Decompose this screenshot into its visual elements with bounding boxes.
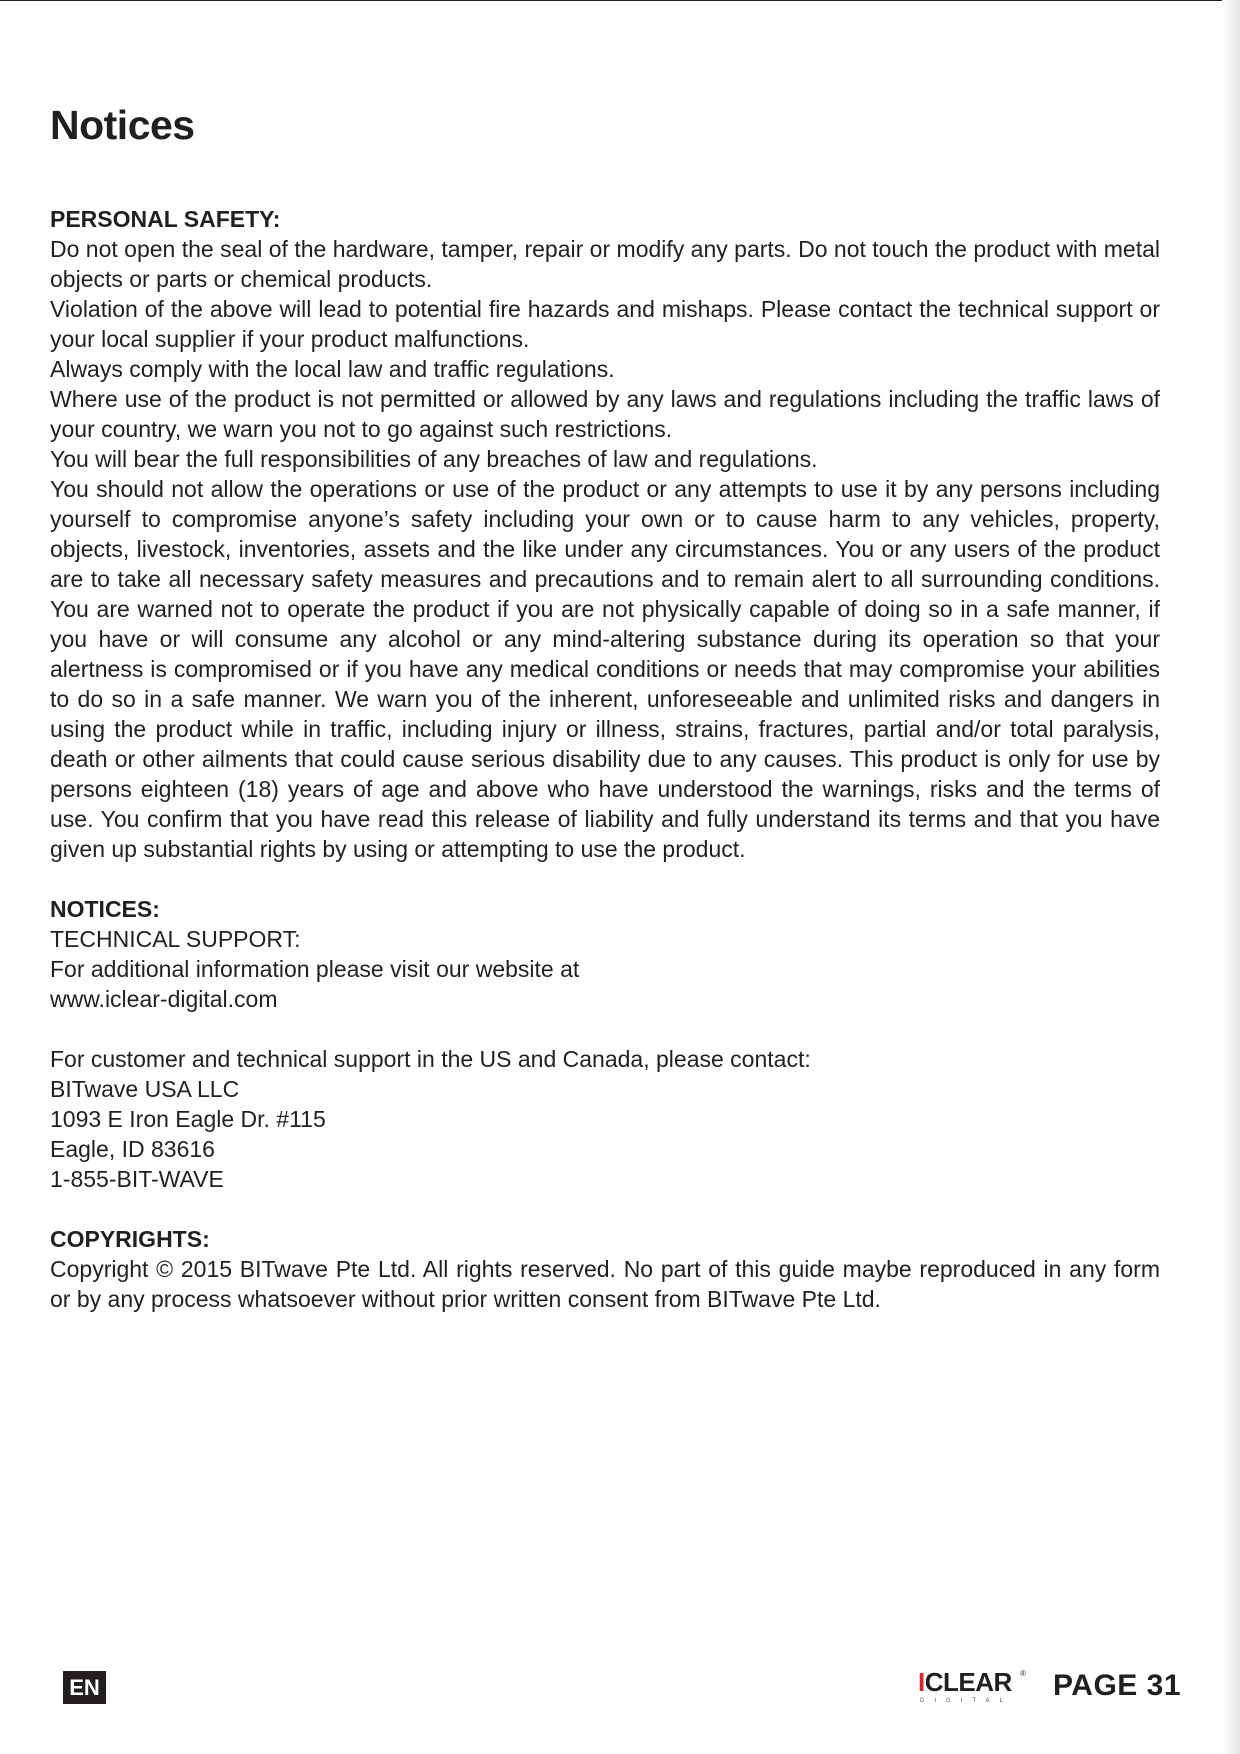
section-spacer xyxy=(50,1194,1160,1224)
copyright-text: Copyright © 2015 BITwave Pte Ltd. All rights reserved. No part of this guide maybe reproduced in any form or by any process whatsoever without prior written consent from BITwave Pte Ltd. xyxy=(50,1256,1160,1312)
language-badge: EN xyxy=(63,1671,106,1704)
personal-safety-heading: PERSONAL SAFETY: xyxy=(50,206,281,232)
personal-safety-section xyxy=(50,204,1160,864)
copyrights-heading: COPYRIGHTS: xyxy=(50,1226,210,1252)
safety-paragraph-5: You will bear the full responsibilities of any breaches of law and regulations. xyxy=(50,446,818,472)
top-border-line xyxy=(0,0,1240,1)
notices-section xyxy=(50,894,1160,1194)
logo-wordmark xyxy=(918,1667,1012,1698)
safety-paragraph-3: Always comply with the local law and traffic regulations. xyxy=(50,356,615,382)
page-title: Notices xyxy=(50,102,195,148)
contact-intro: For customer and technical support in the US and Canada, please contact: xyxy=(50,1046,811,1072)
safety-paragraph-4: Where use of the product is not permitted or allowed by any laws and regulations including the traffic laws of your country, we warn you not to go against such restrictions. xyxy=(50,386,1160,442)
page-number-value: 31 xyxy=(1146,1669,1182,1702)
safety-paragraph-6: You should not allow the operations or use of the product or any attempts to use it by any persons including yourself to compromise anyone’s safety including your own or to cause harm to any vehicles, property, objects, livestock, inventories, assets and the like under any circumstances. You or any users of the product are to take all necessary safety measures and precautions and to remain alert to all surrounding conditions. You are warned not to operate the product if you are not physically capable of doing so in a safe manner, if you have or will consume any alcohol or any mind-altering substance during its operation so that your alertness is compromised or if you have any medical conditions or needs that may compromise your abilities to do so in a safe manner. We warn you of the inherent, unforeseeable and unlimited risks and dangers in using the product while in traffic, including injury or illness, strains, fractures, partial and/or total paralysis, death or other ailments that could cause serious disability due to any causes. This product is only for use by persons eighteen (18) years of age and above who have understood the warnings, risks and the terms of use. You confirm that you have read this release of liability and fully understand its terms and that you have given up substantial rights by using or attempting to use the product. xyxy=(50,476,1160,862)
logo-subtitle: DIGITAL xyxy=(920,1698,1013,1704)
document-body xyxy=(50,204,1160,1314)
page-number xyxy=(1053,1669,1181,1703)
website-link[interactable]: www.iclear-digital.com xyxy=(50,986,278,1012)
section-spacer xyxy=(50,1014,1160,1044)
safety-paragraph-2: Violation of the above will lead to potential fire hazards and mishaps. Please contact the technical support or your local supplier if your product malfunctions. xyxy=(50,296,1160,352)
section-spacer xyxy=(50,864,1160,894)
logo-word: CLEAR xyxy=(924,1667,1012,1697)
registered-mark: ® xyxy=(1020,1669,1026,1678)
info-text: For additional information please visit our website at xyxy=(50,956,580,982)
company-name: BITwave USA LLC xyxy=(50,1076,240,1102)
safety-paragraph-1: Do not open the seal of the hardware, tamper, repair or modify any parts. Do not touch the product with metal objects or parts or chemical products. xyxy=(50,236,1160,292)
phone-number: 1-855-BIT-WAVE xyxy=(50,1166,224,1192)
page-edge-shadow xyxy=(1222,0,1240,1754)
notices-heading: NOTICES: xyxy=(50,896,160,922)
address-line-1: 1093 E Iron Eagle Dr. #115 xyxy=(50,1106,326,1132)
tech-support-label: TECHNICAL SUPPORT: xyxy=(50,926,301,952)
address-line-2: Eagle, ID 83616 xyxy=(50,1136,215,1162)
logo-initial: I xyxy=(918,1667,925,1697)
iclear-logo xyxy=(918,1667,1024,1709)
page-label: PAGE xyxy=(1053,1669,1138,1702)
copyrights-section xyxy=(50,1224,1160,1314)
